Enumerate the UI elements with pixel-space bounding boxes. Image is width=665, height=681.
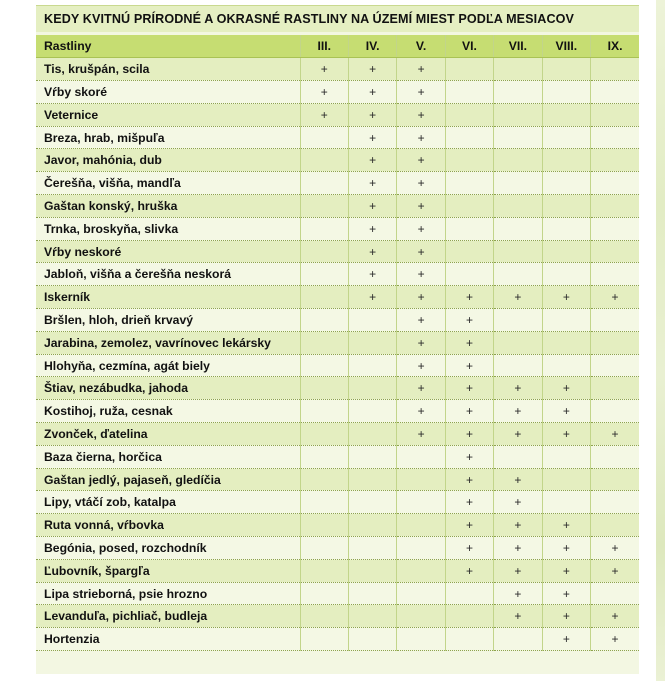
plant-name-cell: Jabloň, višňa a čerešňa neskorá <box>36 263 300 286</box>
bloom-mark-cell <box>542 103 590 126</box>
bloom-mark-cell <box>348 468 396 491</box>
bloom-mark-cell <box>591 331 639 354</box>
bloom-mark-cell: + <box>494 377 542 400</box>
bloom-mark-cell: + <box>445 423 493 446</box>
bloom-mark-cell <box>494 103 542 126</box>
bloom-mark-cell <box>397 559 445 582</box>
bloom-mark-cell <box>591 309 639 332</box>
column-header-month: VIII. <box>542 35 590 58</box>
bloom-mark-cell <box>542 149 590 172</box>
plant-name-cell: Breza, hrab, mišpuľa <box>36 126 300 149</box>
bloom-mark-cell: + <box>397 263 445 286</box>
bloom-mark-cell: + <box>397 400 445 423</box>
bloom-mark-cell: + <box>397 331 445 354</box>
bloom-mark-cell: + <box>494 491 542 514</box>
bloom-mark-cell: + <box>445 559 493 582</box>
bloom-mark-cell <box>348 559 396 582</box>
plant-name-cell: Štiav, nezábudka, jahoda <box>36 377 300 400</box>
plant-name-cell: Čerešňa, višňa, mandľa <box>36 172 300 195</box>
plant-name-cell: Baza čierna, horčica <box>36 445 300 468</box>
bloom-mark-cell <box>591 445 639 468</box>
column-header-month: V. <box>397 35 445 58</box>
bloom-mark-cell <box>591 149 639 172</box>
plant-name-cell: Lipa strieborná, psie hrozno <box>36 582 300 605</box>
column-header-month: IX. <box>591 35 639 58</box>
bloom-mark-cell <box>542 240 590 263</box>
plant-name-cell: Vŕby neskoré <box>36 240 300 263</box>
bloom-mark-cell <box>348 491 396 514</box>
bloom-mark-cell <box>300 628 348 651</box>
bloom-mark-cell: + <box>445 445 493 468</box>
bloom-mark-cell <box>397 582 445 605</box>
table-row <box>36 286 639 309</box>
bloom-mark-cell <box>494 240 542 263</box>
bloom-mark-cell: + <box>542 537 590 560</box>
bloom-mark-cell <box>348 582 396 605</box>
bloom-mark-cell <box>494 309 542 332</box>
bloom-mark-cell: + <box>348 81 396 104</box>
bloom-mark-cell <box>494 126 542 149</box>
bloom-mark-cell <box>300 514 348 537</box>
table-row <box>36 354 639 377</box>
bloom-mark-cell <box>397 468 445 491</box>
bloom-mark-cell <box>445 149 493 172</box>
bloom-mark-cell: + <box>494 514 542 537</box>
bloom-mark-cell: + <box>397 103 445 126</box>
bloom-mark-cell <box>348 537 396 560</box>
bloom-mark-cell <box>300 217 348 240</box>
plant-name-cell: Levanduľa, pichliač, budleja <box>36 605 300 628</box>
bloom-mark-cell <box>300 354 348 377</box>
bloom-mark-cell: + <box>542 514 590 537</box>
bloom-mark-cell <box>300 195 348 218</box>
bloom-mark-cell: + <box>591 628 639 651</box>
bloom-mark-cell: + <box>397 217 445 240</box>
column-header-month: VII. <box>494 35 542 58</box>
bloom-mark-cell <box>300 377 348 400</box>
bloom-mark-cell: + <box>494 468 542 491</box>
bloom-mark-cell <box>445 172 493 195</box>
table-row <box>36 423 639 446</box>
bloom-mark-cell <box>591 354 639 377</box>
bloom-mark-cell: + <box>348 126 396 149</box>
bloom-mark-cell: + <box>591 559 639 582</box>
table-row <box>36 628 639 651</box>
bloom-mark-cell: + <box>397 240 445 263</box>
bloom-mark-cell <box>591 582 639 605</box>
bloom-mark-cell: + <box>445 331 493 354</box>
bloom-mark-cell <box>397 445 445 468</box>
bloom-mark-cell: + <box>494 537 542 560</box>
bloom-mark-cell <box>397 491 445 514</box>
bloom-mark-cell: + <box>542 559 590 582</box>
plant-name-cell: Gaštan konský, hruška <box>36 195 300 218</box>
bloom-mark-cell <box>348 423 396 446</box>
bloom-mark-cell: + <box>494 400 542 423</box>
bloom-mark-cell: + <box>591 423 639 446</box>
bloom-mark-cell <box>300 491 348 514</box>
bloom-mark-cell <box>542 217 590 240</box>
bloom-mark-cell <box>542 195 590 218</box>
bloom-mark-cell <box>300 537 348 560</box>
bloom-mark-cell <box>348 514 396 537</box>
bloom-mark-cell <box>397 605 445 628</box>
bloom-mark-cell <box>542 491 590 514</box>
bloom-mark-cell <box>494 263 542 286</box>
bloom-mark-cell <box>494 217 542 240</box>
bloom-mark-cell: + <box>348 103 396 126</box>
bloom-mark-cell: + <box>445 309 493 332</box>
bloom-mark-cell <box>300 400 348 423</box>
column-header-month: IV. <box>348 35 396 58</box>
column-header-month: III. <box>300 35 348 58</box>
bloom-mark-cell: + <box>397 377 445 400</box>
bloom-mark-cell <box>300 331 348 354</box>
bloom-mark-cell: + <box>397 354 445 377</box>
table-row <box>36 537 639 560</box>
plant-name-cell: Veternice <box>36 103 300 126</box>
table-row <box>36 491 639 514</box>
bloom-mark-cell: + <box>542 377 590 400</box>
bloom-mark-cell <box>445 605 493 628</box>
plant-name-cell: Hortenzia <box>36 628 300 651</box>
bloom-mark-cell <box>591 217 639 240</box>
bloom-mark-cell: + <box>397 126 445 149</box>
plant-name-cell: Zvonček, ďatelina <box>36 423 300 446</box>
bloom-mark-cell <box>348 354 396 377</box>
table-row <box>36 240 639 263</box>
bloom-mark-cell <box>591 103 639 126</box>
bloom-mark-cell: + <box>542 605 590 628</box>
bloom-mark-cell <box>445 628 493 651</box>
bloom-mark-cell <box>494 149 542 172</box>
table-row <box>36 103 639 126</box>
bloom-mark-cell <box>542 354 590 377</box>
bloom-mark-cell <box>445 240 493 263</box>
bloom-mark-cell: + <box>542 628 590 651</box>
bloom-mark-cell <box>300 468 348 491</box>
bloom-mark-cell: + <box>494 423 542 446</box>
bloom-mark-cell: + <box>591 537 639 560</box>
bloom-mark-cell: + <box>348 149 396 172</box>
bloom-mark-cell: + <box>300 58 348 81</box>
bloom-mark-cell: + <box>397 149 445 172</box>
plant-name-cell: Ľubovník, špargľa <box>36 559 300 582</box>
bloom-mark-cell: + <box>494 582 542 605</box>
bloom-mark-cell <box>591 377 639 400</box>
bloom-mark-cell: + <box>494 559 542 582</box>
bloom-mark-cell <box>494 58 542 81</box>
bloom-mark-cell <box>445 582 493 605</box>
bloom-mark-cell <box>591 172 639 195</box>
bloom-mark-cell <box>300 582 348 605</box>
table-row <box>36 514 639 537</box>
bloom-mark-cell <box>494 445 542 468</box>
plant-name-cell: Begónia, posed, rozchodník <box>36 537 300 560</box>
bloom-mark-cell <box>591 81 639 104</box>
bloom-mark-cell <box>591 263 639 286</box>
bloom-mark-cell: + <box>300 81 348 104</box>
bloom-mark-cell: + <box>494 605 542 628</box>
bloom-mark-cell: + <box>397 81 445 104</box>
bloom-mark-cell: + <box>494 286 542 309</box>
bloom-mark-cell: + <box>542 582 590 605</box>
bloom-mark-cell <box>445 58 493 81</box>
bloom-mark-cell: + <box>348 286 396 309</box>
table-row <box>36 263 639 286</box>
bloom-mark-cell <box>542 468 590 491</box>
plant-name-cell: Gaštan jedlý, pajaseň, gledíčia <box>36 468 300 491</box>
table-row <box>36 559 639 582</box>
bloom-mark-cell <box>591 514 639 537</box>
bloom-mark-cell <box>348 377 396 400</box>
table-row <box>36 58 639 81</box>
bloom-mark-cell <box>494 81 542 104</box>
table-row <box>36 172 639 195</box>
table-row <box>36 582 639 605</box>
bloom-mark-cell <box>445 126 493 149</box>
bloom-mark-cell <box>542 309 590 332</box>
bloom-mark-cell <box>591 195 639 218</box>
bloom-mark-cell <box>397 514 445 537</box>
bloom-mark-cell <box>445 103 493 126</box>
table-row <box>36 445 639 468</box>
bloom-mark-cell <box>445 217 493 240</box>
plant-name-cell: Vŕby skoré <box>36 81 300 104</box>
bloom-mark-cell: + <box>445 286 493 309</box>
bloom-mark-cell <box>300 263 348 286</box>
page-edge-strip <box>656 0 665 681</box>
bloom-mark-cell <box>300 172 348 195</box>
bloom-mark-cell <box>494 628 542 651</box>
bloom-mark-cell <box>494 331 542 354</box>
bloom-mark-cell <box>300 286 348 309</box>
plant-name-cell: Trnka, broskyňa, slivka <box>36 217 300 240</box>
bloom-mark-cell: + <box>542 423 590 446</box>
flowering-calendar-table <box>36 35 639 651</box>
table-row <box>36 126 639 149</box>
bloom-mark-cell <box>445 81 493 104</box>
table-row <box>36 195 639 218</box>
bloom-mark-cell: + <box>348 263 396 286</box>
bloom-mark-cell: + <box>591 605 639 628</box>
bloom-mark-cell <box>300 126 348 149</box>
bloom-mark-cell: + <box>542 400 590 423</box>
bloom-mark-cell <box>300 149 348 172</box>
bloom-mark-cell: + <box>348 195 396 218</box>
bloom-mark-cell: + <box>348 217 396 240</box>
bloom-mark-cell <box>542 81 590 104</box>
plant-name-cell: Iskerník <box>36 286 300 309</box>
bloom-mark-cell <box>542 172 590 195</box>
bloom-mark-cell: + <box>445 491 493 514</box>
bloom-mark-cell <box>300 559 348 582</box>
bloom-mark-cell <box>591 491 639 514</box>
table-body <box>36 58 639 651</box>
bloom-mark-cell <box>348 331 396 354</box>
bloom-mark-cell: + <box>445 468 493 491</box>
bloom-mark-cell <box>348 605 396 628</box>
bloom-mark-cell: + <box>445 377 493 400</box>
table-header-row <box>36 35 639 58</box>
bloom-mark-cell <box>542 263 590 286</box>
bloom-mark-cell <box>348 309 396 332</box>
table-row <box>36 400 639 423</box>
bloom-mark-cell <box>494 195 542 218</box>
column-header-plants: Rastliny <box>36 35 300 58</box>
plant-name-cell: Bršlen, hloh, drieň krvavý <box>36 309 300 332</box>
bloom-mark-cell: + <box>300 103 348 126</box>
bloom-mark-cell: + <box>445 354 493 377</box>
bloom-mark-cell: + <box>348 58 396 81</box>
bloom-mark-cell <box>300 605 348 628</box>
table-row <box>36 331 639 354</box>
plant-name-cell: Tis, krušpán, scila <box>36 58 300 81</box>
bloom-mark-cell <box>542 126 590 149</box>
bloom-mark-cell: + <box>445 514 493 537</box>
table-row <box>36 81 639 104</box>
bloom-mark-cell <box>348 445 396 468</box>
plant-name-cell: Jarabina, zemolez, vavrínovec lekársky <box>36 331 300 354</box>
table-row <box>36 309 639 332</box>
bloom-mark-cell <box>300 445 348 468</box>
bloom-mark-cell: + <box>445 537 493 560</box>
bloom-mark-cell <box>300 240 348 263</box>
column-header-month: VI. <box>445 35 493 58</box>
bloom-mark-cell <box>591 468 639 491</box>
table-row <box>36 377 639 400</box>
plant-name-cell: Hlohyňa, cezmína, agát biely <box>36 354 300 377</box>
plant-name-cell: Ruta vonná, vŕbovka <box>36 514 300 537</box>
bloom-mark-cell: + <box>397 172 445 195</box>
bloom-mark-cell: + <box>348 240 396 263</box>
bloom-mark-cell <box>348 628 396 651</box>
bloom-mark-cell: + <box>397 423 445 446</box>
bloom-mark-cell <box>591 400 639 423</box>
bloom-mark-cell <box>445 263 493 286</box>
bloom-mark-cell <box>542 58 590 81</box>
bloom-mark-cell <box>348 400 396 423</box>
bloom-mark-cell: + <box>445 400 493 423</box>
bloom-mark-cell: + <box>542 286 590 309</box>
bloom-mark-cell <box>494 172 542 195</box>
bloom-mark-cell: + <box>397 58 445 81</box>
bloom-mark-cell <box>445 195 493 218</box>
bloom-mark-cell <box>591 58 639 81</box>
table-row <box>36 605 639 628</box>
bloom-mark-cell <box>300 423 348 446</box>
table-row <box>36 217 639 240</box>
plant-name-cell: Lipy, vtáčí zob, katalpa <box>36 491 300 514</box>
table-title: KEDY KVITNÚ PRÍRODNÉ A OKRASNÉ RASTLINY NA ÚZEMÍ MIEST PODĽA MESIACOV <box>36 6 639 32</box>
bloom-mark-cell <box>591 126 639 149</box>
bloom-mark-cell <box>300 309 348 332</box>
bloom-mark-cell: + <box>397 309 445 332</box>
table-row <box>36 149 639 172</box>
table-row <box>36 468 639 491</box>
bloom-mark-cell <box>397 537 445 560</box>
bloom-mark-cell <box>591 240 639 263</box>
bloom-mark-cell: + <box>397 286 445 309</box>
bloom-mark-cell <box>542 445 590 468</box>
plant-name-cell: Javor, mahónia, dub <box>36 149 300 172</box>
flowering-table-board <box>36 5 639 674</box>
bloom-mark-cell <box>494 354 542 377</box>
bloom-mark-cell <box>397 628 445 651</box>
bloom-mark-cell: + <box>348 172 396 195</box>
bloom-mark-cell: + <box>591 286 639 309</box>
plant-name-cell: Kostihoj, ruža, cesnak <box>36 400 300 423</box>
bloom-mark-cell <box>542 331 590 354</box>
bloom-mark-cell: + <box>397 195 445 218</box>
